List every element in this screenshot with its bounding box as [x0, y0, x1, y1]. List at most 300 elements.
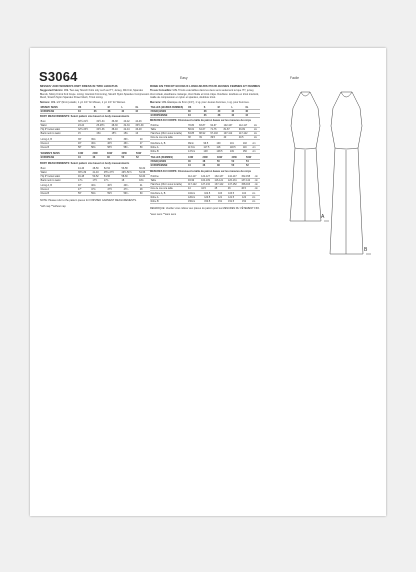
value-cell: 46¼ — [90, 142, 106, 146]
english-fabrics — [40, 89, 150, 99]
value-cell: 137-142 — [214, 182, 227, 186]
french-misses-lengths — [150, 142, 260, 154]
size-cell: 4XW — [231, 156, 246, 160]
value-cell: 121 — [218, 196, 228, 200]
english-column — [40, 85, 150, 209]
row-label: TAILLES (FEMMES) — [150, 156, 187, 160]
french-title: ROBE EN TRICOT EN DEUX LONGUEURS POUR JEUNES FEMMES ET FEMMES — [150, 84, 261, 88]
unit-cell: cm — [252, 146, 260, 150]
value-cell: 47¾ — [123, 188, 139, 192]
row-label: FRANÇAISES — [150, 159, 187, 163]
row-label: Lining A, B — [40, 184, 77, 188]
value-cell: 93-99 — [238, 128, 253, 132]
value-cell: 23-24 — [77, 124, 95, 128]
size-cell: S — [93, 106, 107, 110]
row-label: Dos de cou à la taille — [150, 186, 187, 190]
value-cell: 45½-47½ — [103, 170, 121, 174]
value-cell: 100 — [216, 142, 229, 146]
value-cell: 150cm — [187, 200, 203, 204]
english-note: NOTE: Please refer to the pattern pieces for FINISHED GARMENT MEASUREMENTS. — [40, 198, 137, 202]
value-cell: 38-40 — [111, 128, 123, 132]
size-cell: M — [217, 106, 231, 110]
value-cell: 102.5 — [204, 192, 218, 196]
value-cell: 78-80 — [187, 124, 198, 128]
value-cell: 39 — [199, 136, 210, 140]
value-cell: 32½-33½ — [77, 128, 95, 132]
size-cell: 34 — [187, 113, 203, 117]
value-cell: 47" — [77, 188, 90, 192]
english-notions-label: Notions: U.S. — [40, 100, 56, 104]
value-cell: 44 — [187, 186, 200, 190]
value-cell: 54-56 — [139, 170, 150, 174]
row-label: FRANÇAISES — [150, 109, 187, 113]
size-cell: L — [231, 106, 245, 110]
size-cell: 48 — [216, 163, 231, 167]
value-cell: 148.5 — [216, 150, 229, 154]
value-cell: 104 — [241, 192, 251, 196]
size-cell: 3XW — [216, 156, 231, 160]
row-label: Hanches (23cm sous la taille) — [150, 182, 187, 186]
value-cell: 47 — [139, 142, 150, 146]
value-cell: 58½ — [107, 146, 123, 150]
unit-cell: cm — [254, 186, 260, 190]
row-label: Waist — [40, 170, 77, 174]
value-cell: 118.5 — [229, 146, 242, 150]
value-cell: 40½ — [107, 184, 123, 188]
row-label: Hip 9" below waist — [40, 174, 77, 178]
value-cell: 30½-31½ — [77, 120, 95, 124]
french-fabrics-label: Tissus Conseillés: U.S. — [150, 89, 178, 93]
value-cell: 107-112 — [223, 132, 238, 136]
unit-cell: cm — [253, 136, 260, 140]
row-label: TAILLES (JEUNES FEMMES) — [150, 106, 187, 110]
value-cell: 42-44 — [123, 128, 135, 132]
value-cell: 151 — [218, 200, 228, 204]
unit-cell: cm — [253, 128, 260, 132]
value-cell: 18¼ — [139, 178, 150, 182]
value-cell: 36-38 — [111, 120, 123, 124]
row-label: Bust — [40, 120, 77, 124]
value-cell: 59¼ — [90, 192, 106, 196]
value-cell: 40¾ — [123, 184, 139, 188]
row-label: Taille — [150, 128, 187, 132]
value-cell: 47¼ — [90, 188, 106, 192]
value-cell: 38 — [187, 136, 198, 140]
size-header-row — [40, 155, 150, 159]
size-header-row — [40, 109, 150, 113]
row-label: Lining A, B — [40, 138, 77, 142]
value-cell: 56-58 — [121, 167, 139, 171]
size-cell: XS — [187, 106, 203, 110]
size-cell: 48 — [106, 155, 121, 159]
size-header-row — [150, 163, 260, 167]
size-cell: 38 — [217, 113, 231, 117]
french-fabrics — [150, 89, 260, 99]
value-cell: 48 — [139, 188, 150, 192]
value-cell: 81-87 — [223, 128, 238, 132]
row-label: Back neck to waist — [40, 132, 77, 136]
value-cell: 39¾ — [123, 138, 139, 142]
value-cell: 151.5 — [228, 200, 242, 204]
value-cell: 122 — [241, 196, 251, 200]
row-label: Poitrine — [150, 124, 187, 128]
value-cell: 46½ — [107, 142, 123, 146]
french-notions-text: Élastique de 6mm (1/4"), 1 vg. pour Jeunes Femmes, 1 vg. pour Femmes. — [167, 100, 250, 104]
value-cell: 58" — [77, 146, 90, 150]
value-cell: 132-137 — [214, 175, 227, 179]
value-cell: 102-107 — [223, 124, 238, 128]
french-footnote: *avec sens **sans sens — [150, 213, 177, 217]
view-a-label: A — [321, 214, 325, 220]
value-cell: 150.5 — [204, 200, 218, 204]
french-womens-lengths — [150, 192, 260, 204]
value-cell: 60-62 — [139, 167, 150, 171]
value-cell: 120cm — [187, 196, 203, 200]
value-cell: 152-158 — [241, 175, 254, 179]
value-cell: 41-43 — [92, 170, 103, 174]
value-cell: 117-122 — [187, 182, 200, 186]
value-cell: 16 — [135, 132, 150, 136]
value-cell: 25-26½ — [96, 124, 111, 128]
size-cell: 50 — [231, 163, 246, 167]
size-cell: 46 — [187, 159, 202, 163]
size-cell: 38 — [203, 109, 217, 113]
value-cell: 103 — [218, 192, 228, 196]
english-misses-measurements — [40, 120, 150, 136]
unit-cell: cm — [252, 150, 260, 154]
english-fabrics-text: Two-way Stretch Knits only such as ITY, Jersey, Rib Knit, Spandex Blends, Slinky Knit & Knit Crepe. Lining: Interlock Knit Lining, Stretch Nylon Spandex Compression Mesh, Stretch Nylon Spandex Power Mesh, Tricot Lining. — [40, 89, 150, 100]
row-label: Robe A — [150, 146, 187, 150]
difficulty-level-en: Easy — [180, 76, 188, 80]
value-cell: 40 — [223, 136, 238, 140]
size-cell: 34 — [77, 109, 93, 113]
value-cell: 40.5 — [238, 136, 253, 140]
unit-cell: cm — [251, 196, 260, 200]
row-label: Doublure A, B — [150, 142, 187, 146]
value-cell: 149 — [229, 150, 242, 154]
size-cell: 5XW — [135, 152, 150, 156]
value-cell: 88-92 — [199, 132, 210, 136]
size-cell: 54 — [245, 159, 260, 163]
value-cell: 147-152 — [227, 182, 240, 186]
value-cell: 58-60 — [121, 174, 139, 178]
row-label: Taille — [150, 178, 187, 182]
value-cell: 54-56 — [103, 174, 121, 178]
size-cell: 42 — [121, 109, 135, 113]
english-misses-body-title: BODY MEASUREMENTS: Select pattern size based on body measurements — [40, 115, 130, 119]
value-cell: 104-109 — [201, 178, 214, 182]
value-cell: 46-48 — [77, 174, 92, 178]
value-cell: 46" — [77, 142, 90, 146]
size-cell: M — [107, 106, 121, 110]
value-cell: 39½ — [107, 138, 123, 142]
value-cell: 99cm — [187, 142, 203, 146]
value-cell: 150 — [242, 150, 252, 154]
dress-a-outline — [290, 92, 321, 221]
english-womens-lengths — [40, 184, 150, 196]
size-cell: 42 — [231, 113, 245, 117]
size-cell: XL — [245, 106, 260, 110]
value-cell: 47½ — [107, 188, 123, 192]
unit-cell: cm — [254, 182, 260, 186]
size-cell: 36 — [93, 109, 107, 113]
value-cell: 34½-36 — [96, 128, 111, 132]
value-cell: 62-64 — [139, 174, 150, 178]
value-cell: 58¼ — [90, 146, 106, 150]
value-cell: 39.5 — [210, 136, 223, 140]
french-note: REMARQUE: Veuillez vous référer aux pièces du patron pour les MESURES DU VÊTEMENT FINI. — [150, 206, 260, 210]
size-cell: 5XW — [245, 156, 260, 160]
value-cell: 101 — [229, 142, 242, 146]
english-notions-text: 1/4" (6mm) elastic, 1 yd. 1/4" for Misses, 1 yd. 1/4" for Women. — [56, 100, 126, 104]
value-cell: 48-50 — [92, 167, 103, 171]
english-womens-measurements — [40, 167, 150, 183]
english-footnote: *with nap **without nap — [40, 205, 66, 209]
value-cell: 40-42 — [123, 120, 135, 124]
value-cell: 15¼ — [96, 132, 111, 136]
table-row — [40, 178, 150, 182]
value-cell: 32-34 — [123, 124, 135, 128]
table-row — [40, 132, 150, 136]
value-cell: 120.5 — [204, 196, 218, 200]
row-label: Dress A — [40, 188, 77, 192]
french-notions-label: Mercerie: U.S. — [150, 100, 167, 104]
english-notions — [40, 101, 150, 104]
size-cell: 44 — [231, 109, 245, 113]
size-cell: L — [121, 106, 135, 110]
row-label: Dress A — [40, 142, 77, 146]
french-womens-body-title: MESURES DU CORPS: Choisissez la taille du patron basée sur les mesures du corps — [150, 169, 252, 173]
table-row — [150, 136, 260, 140]
table-row — [150, 186, 260, 190]
value-cell: 137-142 — [241, 178, 254, 182]
row-label: Hanches (23cm sous la taille) — [150, 132, 187, 136]
size-cell: 50 — [216, 159, 231, 163]
value-cell: 46 — [227, 186, 240, 190]
french-misses-body-title: MESURES DU CORPS: Choisissez la taille du patron basée sur les mesures du corps — [150, 119, 252, 123]
english-misses-table — [40, 106, 150, 114]
value-cell: 44-46 — [135, 120, 150, 124]
size-cell: 50 — [121, 155, 136, 159]
value-cell: 122-127 — [201, 175, 214, 179]
row-label: EUROPÉENNE — [150, 113, 187, 117]
size-cell: 52 — [135, 155, 150, 159]
size-cell: 36 — [203, 113, 217, 117]
value-cell: 40" — [77, 184, 90, 188]
size-cell: 46 — [245, 109, 260, 113]
row-label: EUROPÉENNE — [150, 163, 187, 167]
dress-b-waist — [335, 148, 358, 149]
row-label: MISSES' SIZES — [40, 106, 77, 110]
value-cell: 102cm — [187, 192, 203, 196]
english-title: MISSES' AND WOMEN'S KNIT DRESS IN TWO LENGTHS — [40, 84, 118, 88]
size-cell: 36 — [187, 109, 203, 113]
english-misses-lengths — [40, 138, 150, 150]
row-label: Back neck to waist — [40, 178, 77, 182]
size-cell: 46 — [202, 163, 217, 167]
row-label: EUROPEAN — [40, 155, 77, 159]
row-label: Dress B — [40, 146, 77, 150]
value-cell: 152 — [241, 200, 251, 204]
value-cell: 40 — [139, 138, 150, 142]
french-column — [150, 85, 260, 217]
size-cell: 46 — [92, 155, 107, 159]
view-b-label: B — [364, 247, 368, 253]
row-label: EUROPEAN — [40, 109, 77, 113]
unit-cell: cm — [253, 124, 260, 128]
table-row — [150, 182, 260, 186]
value-cell: 58¾ — [123, 146, 139, 150]
value-cell: 32½-34 — [96, 120, 111, 124]
row-label: Robe B — [150, 150, 187, 154]
size-cell: 1XW — [77, 152, 92, 156]
size-cell: 48 — [202, 159, 217, 163]
value-cell: 39" — [77, 138, 90, 142]
value-cell: 99.5 — [203, 142, 216, 146]
value-cell: 59¾ — [123, 192, 139, 196]
value-cell: 15½ — [111, 132, 123, 136]
row-label: Doublure A, B — [150, 192, 187, 196]
row-label: Waist — [40, 124, 77, 128]
unit-cell: cm — [252, 142, 260, 146]
value-cell: 17¼ — [77, 178, 92, 182]
table-row — [150, 132, 260, 136]
english-womens-body-title: BODY MEASUREMENTS: Select pattern size based on body measurements — [40, 161, 130, 165]
english-womens-table — [40, 152, 150, 160]
value-cell: 46.5 — [241, 186, 254, 190]
table-row — [150, 200, 260, 204]
english-fabrics-label: Suggested Fabrics: U.S. — [40, 89, 69, 93]
value-cell: 46-48 — [135, 128, 150, 132]
value-cell: 121.5 — [228, 196, 242, 200]
dress-a-neckline — [301, 92, 310, 96]
value-cell: 46¾ — [123, 142, 139, 146]
unit-cell: cm — [251, 200, 260, 204]
value-cell: 64-67 — [199, 128, 210, 132]
value-cell: 58-61 — [187, 128, 198, 132]
size-cell: 1XW — [187, 156, 202, 160]
size-cell: 40 — [217, 109, 231, 113]
size-header-row — [150, 113, 260, 117]
value-cell: 112-117 — [238, 124, 253, 128]
row-label: Dos de cou à la taille — [150, 136, 187, 140]
pattern-envelope-back — [30, 48, 386, 516]
value-cell: 142-147 — [227, 175, 240, 179]
dress-b-outline — [330, 92, 363, 254]
size-cell: 38 — [107, 109, 121, 113]
value-cell: 15 — [77, 132, 95, 136]
size-cell: 44 — [187, 163, 202, 167]
value-cell: 52-54 — [103, 167, 121, 171]
value-cell: 59 — [139, 146, 150, 150]
value-cell: 49½-51½ — [121, 170, 139, 174]
unit-cell: cm — [253, 132, 260, 136]
french-fabrics-text: Tricots extensibles dans les deux sens seulement tel que ITY, jersey, tricot côtelé, élasthanne mélangé, tricot fluide et tricot crêpe. Doublure: doublure en tricot interlock, maille de compression en nylon et spandex, doublure tricot. — [150, 89, 259, 100]
value-cell: 127-132 — [201, 182, 214, 186]
value-cell: 102 — [242, 142, 252, 146]
value-cell: 36½-39 — [135, 124, 150, 128]
value-cell: 60 — [139, 192, 150, 196]
value-cell: 118 — [216, 146, 229, 150]
value-cell: 15¾ — [123, 132, 135, 136]
value-cell: 41 — [139, 184, 150, 188]
value-cell: 71-76 — [210, 128, 223, 132]
value-cell: 17½ — [92, 178, 103, 182]
row-label: Hip 9" below waist — [40, 128, 77, 132]
table-row — [40, 192, 150, 196]
table-row — [40, 146, 150, 150]
value-cell: 83-85 — [187, 132, 198, 136]
row-label: Bust — [40, 167, 77, 171]
value-cell: 112-117 — [187, 175, 200, 179]
difficulty-level-fr: Facile — [290, 76, 300, 80]
value-cell: 119 — [242, 146, 252, 150]
french-womens-table — [150, 156, 260, 168]
value-cell: 147cm — [187, 150, 203, 154]
row-label: WOMEN'S SIZES — [40, 152, 77, 156]
value-cell: 45 — [214, 186, 227, 190]
value-cell: 44.5 — [201, 186, 214, 190]
french-misses-measurements — [150, 124, 260, 140]
size-cell: S — [203, 106, 217, 110]
value-cell: 92-97 — [210, 124, 223, 128]
row-label: Robe B — [150, 200, 187, 204]
french-misses-table — [150, 106, 260, 118]
value-cell: 117-122 — [238, 132, 253, 136]
value-cell: 59½ — [107, 192, 123, 196]
french-notions — [150, 101, 260, 104]
unit-cell: cm — [254, 178, 260, 182]
size-cell: 2XW — [202, 156, 217, 160]
size-cell: 2XW — [92, 152, 107, 156]
value-cell: 158-163 — [241, 182, 254, 186]
size-cell: 52 — [231, 159, 246, 163]
size-cell: 52 — [245, 163, 260, 167]
value-cell: 50-52 — [92, 174, 103, 178]
size-cell: XS — [77, 106, 93, 110]
value-cell: 17¾ — [103, 178, 121, 182]
value-cell: 18 — [121, 178, 139, 182]
unit-cell: cm — [251, 192, 260, 196]
dress-line-drawing — [263, 86, 383, 266]
value-cell: 93-99 — [187, 178, 200, 182]
value-cell: 103.5 — [228, 192, 242, 196]
dress-a-waist — [295, 148, 316, 149]
value-cell: 83-87 — [199, 124, 210, 128]
row-label: Poitrine — [150, 175, 187, 179]
value-cell: 36½-39 — [77, 170, 92, 174]
row-label: Robe A — [150, 196, 187, 200]
table-row — [150, 150, 260, 154]
pattern-number: S3064 — [39, 69, 78, 84]
value-cell: 44-46 — [77, 167, 92, 171]
size-cell: 4XW — [121, 152, 136, 156]
size-cell: 3XW — [106, 152, 121, 156]
dress-b-neckline — [341, 92, 352, 97]
value-cell: 59" — [77, 192, 90, 196]
value-cell: 148 — [203, 150, 216, 154]
value-cell: 97-102 — [210, 132, 223, 136]
size-cell: XL — [135, 106, 150, 110]
unit-cell: cm — [254, 175, 260, 179]
french-womens-measurements — [150, 175, 260, 191]
size-cell: 44 — [135, 109, 150, 113]
value-cell: 126-131 — [227, 178, 240, 182]
value-cell: 28-30 — [111, 124, 123, 128]
row-label: Dress B — [40, 192, 77, 196]
value-cell: 117cm — [187, 146, 203, 150]
value-cell: 116-121 — [214, 178, 227, 182]
